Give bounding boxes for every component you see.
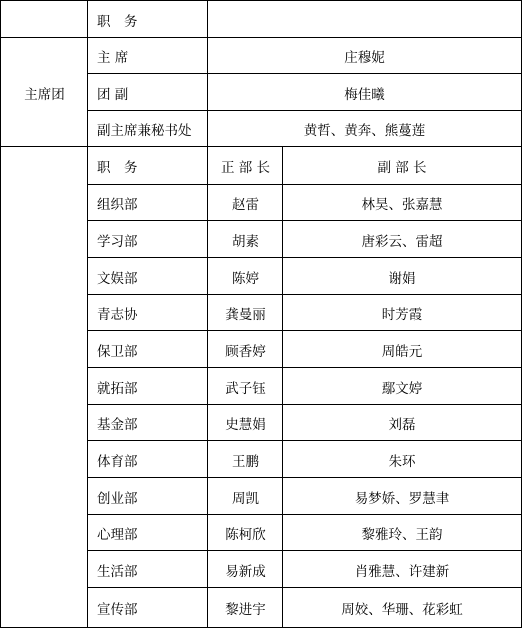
dept-head: 武子钰 <box>225 380 266 397</box>
dept-deputy: 唐彩云、雷超 <box>361 233 443 250</box>
presidium-role: 团 副 <box>97 86 129 103</box>
dept-name: 组织部 <box>97 197 138 213</box>
dept-name: 体育部 <box>97 453 138 470</box>
dept-name: 文娱部 <box>97 270 138 287</box>
grid-line <box>88 73 522 74</box>
departments-header-deputy: 副 部 长 <box>377 160 427 176</box>
dept-name: 就拓部 <box>97 380 138 397</box>
dept-deputy: 朱环 <box>388 453 416 470</box>
dept-head: 黎进宇 <box>225 602 266 618</box>
dept-head: 胡素 <box>232 233 259 250</box>
dept-name: 基金部 <box>97 417 138 433</box>
grid-line <box>88 110 522 111</box>
grid-line <box>521 0 522 628</box>
presidium-names: 梅佳曦 <box>344 86 385 103</box>
dept-deputy: 周姣、华珊、花彩虹 <box>341 602 463 618</box>
dept-head: 顾香婷 <box>225 343 266 360</box>
dept-head: 赵雷 <box>232 197 259 213</box>
grid-line <box>88 550 522 551</box>
grid-line <box>88 440 522 441</box>
dept-head: 周凯 <box>232 490 259 507</box>
dept-deputy: 肖雅慧、许建新 <box>354 563 450 580</box>
grid-line <box>0 146 522 147</box>
presidium-group-label: 主席团 <box>24 86 65 103</box>
grid-line <box>88 514 522 515</box>
grid-line <box>282 146 283 628</box>
dept-head: 陈婷 <box>232 270 259 287</box>
dept-deputy: 谢娟 <box>388 270 416 287</box>
grid-line <box>88 477 522 478</box>
dept-head: 陈柯欣 <box>225 527 266 543</box>
grid-line <box>88 587 522 588</box>
presidium-header-value <box>208 1 521 38</box>
dept-name: 青志协 <box>97 307 138 323</box>
grid-line <box>88 257 522 258</box>
presidium-names: 庄穆妮 <box>344 50 385 66</box>
departments-group-label <box>1 147 88 628</box>
presidium-names: 黄哲、黄奔、熊蔓莲 <box>303 123 426 139</box>
dept-name: 学习部 <box>97 233 138 250</box>
dept-deputy: 林昊、张嘉慧 <box>361 197 443 213</box>
grid-line <box>88 367 522 368</box>
grid-line <box>0 37 522 38</box>
dept-name: 创业部 <box>97 490 138 507</box>
dept-head: 龚曼丽 <box>225 307 266 323</box>
grid-line <box>88 404 522 405</box>
dept-head: 史慧娟 <box>225 417 266 433</box>
grid-line <box>87 0 88 628</box>
presidium-role: 主 席 <box>97 50 129 66</box>
dept-deputy: 易梦娇、罗慧聿 <box>354 490 450 507</box>
presidium-role: 副主席兼秘书处 <box>97 123 192 139</box>
grid-line <box>88 294 522 295</box>
grid-line <box>0 0 522 1</box>
dept-deputy: 周皓元 <box>381 343 423 360</box>
dept-head: 王鹏 <box>232 453 259 470</box>
grid-line <box>88 220 522 221</box>
grid-line <box>0 627 522 628</box>
dept-deputy: 时芳霞 <box>381 307 423 323</box>
dept-head: 易新成 <box>225 563 266 580</box>
dept-deputy: 黎雅玲、王韵 <box>361 527 443 543</box>
dept-name: 保卫部 <box>97 343 138 360</box>
dept-name: 生活部 <box>97 563 138 580</box>
departments-header-role: 职 务 <box>97 160 138 176</box>
dept-name: 宣传部 <box>97 602 138 618</box>
grid-line <box>207 0 208 628</box>
grid-line <box>88 330 522 331</box>
dept-name: 心理部 <box>97 527 138 543</box>
departments-header-head: 正 部 长 <box>220 160 271 176</box>
grid-line <box>0 0 1 628</box>
dept-deputy: 刘磊 <box>388 417 416 433</box>
dept-deputy: 鄢文婷 <box>381 380 423 397</box>
grid-line <box>88 184 522 185</box>
presidium-header-label: 职 务 <box>97 13 138 30</box>
